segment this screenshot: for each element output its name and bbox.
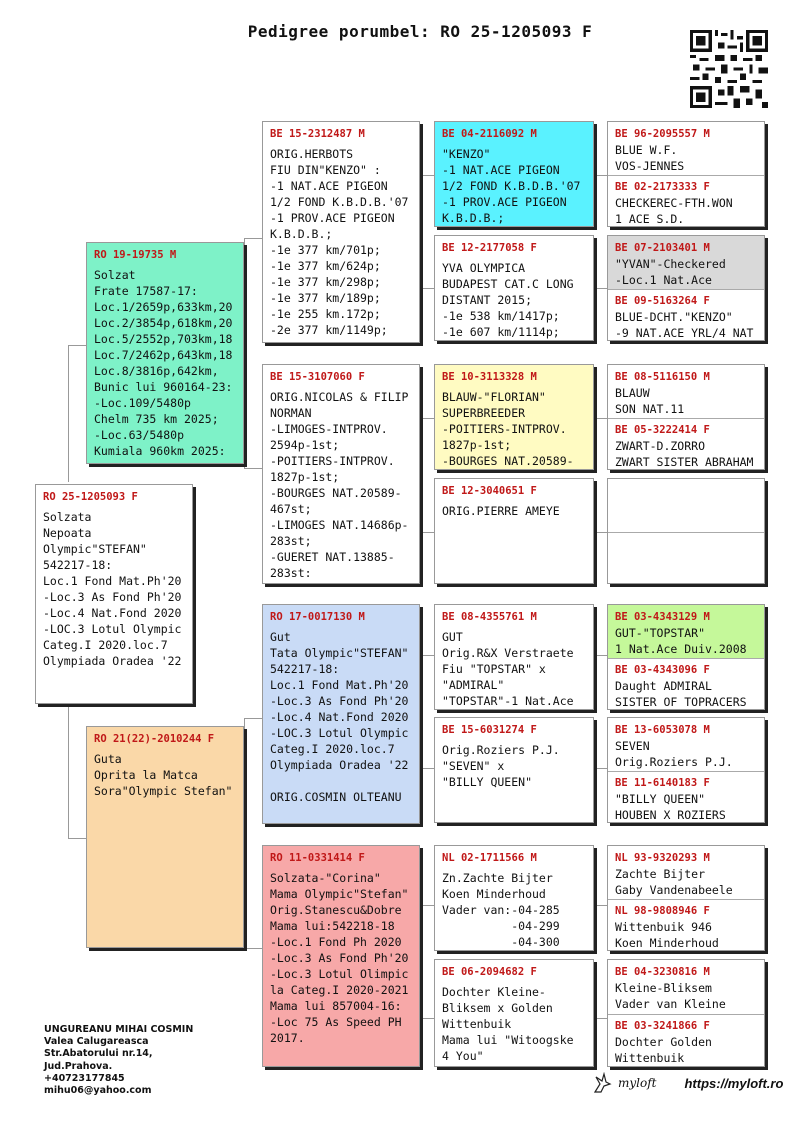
pigeon-notes: Solzat Frate 17587-17: Loc.1/2659p,633km,20 Loc.2/3854p,618km,20 Loc.5/2552p,703km,18 Loc.7/2462p,643km,18 Loc.8/3816p,642km, Bunic lui 960164-23: -Loc.109/5480p Chelm 735 km 2025; -Loc.63/5480p Kumiala 960km 2025: (94, 268, 233, 458)
pigeon-notes: Orig.Roziers P.J. "SEVEN" x "BILLY QUEEN" (442, 743, 560, 789)
gen5-pair-card[interactable] (607, 121, 765, 227)
pigeon-notes: Guta Oprita la Matca Sora"Olympic Stefan" (94, 752, 233, 798)
pigeon-notes: ZWART-D.ZORRO ZWART SISTER ABRAHAM (615, 439, 754, 469)
pigeon-notes: ORIG.HERBOTS FIU DIN"KENZO" : -1 NAT.ACE PIGEON 1/2 FOND K.B.D.B.'07 -1 PROV.ACE PIGEON K.B.D.B.; -1e 377 km/701p; -1e 377 km/624p; -1e 377 km/298p; -1e 377 km/189p; -1e 255 km.172p; -2e 377 km/1149p; (270, 147, 409, 337)
owner-address-line: Valea Calugareasca (44, 1036, 149, 1048)
dam-sire-dam-card[interactable] (434, 717, 594, 823)
ring-number: BE 05-3222414 F (615, 424, 710, 436)
ring-number: BE 09-5163264 F (615, 295, 710, 307)
dam-dam-card[interactable] (262, 845, 420, 1067)
pigeon-notes: Solzata Nepoata Olympic"STEFAN" 542217-18: Loc.1 Fond Mat.Ph'20 -Loc.3 As Fond Ph'20 -Loc.4 Nat.Fond 2020 -LOC.3 Lotul Olympic Categ.I 2020.loc.7 Olympiada Oradea '22 (43, 510, 182, 668)
pigeon-notes (608, 485, 764, 491)
qr-code[interactable] (690, 30, 768, 108)
pigeon-notes: BLAUW-"FLORIAN" SUPERBREEDER -POITIERS-INTPROV. 1827p-1st; -BOURGES NAT.20589- (442, 390, 574, 468)
subject-pigeon-card[interactable] (35, 484, 193, 704)
sire-sire-sire-card[interactable] (434, 121, 594, 227)
sire-dam-card[interactable] (262, 364, 420, 584)
pigeon-notes: GUT Orig.R&X Verstraete Fiu "TOPSTAR" x "ADMIRAL" "TOPSTAR"-1 Nat.Ace (442, 630, 574, 708)
gen5-pair-card[interactable] (607, 717, 765, 823)
dam-dam-sire-card[interactable] (434, 845, 594, 951)
dam-dam-dam-card[interactable] (434, 959, 594, 1067)
ring-number: BE 10-3113328 M (442, 371, 537, 383)
ring-number: BE 03-4343129 M (615, 611, 710, 623)
dam-card[interactable] (86, 726, 244, 948)
pigeon-notes: "KENZO" -1 NAT.ACE PIGEON 1/2 FOND K.B.D.B.'07 -1 PROV.ACE PIGEON K.B.D.B.; (442, 147, 581, 225)
pigeon-notes: Dochter Golden Wittenbuik (615, 1035, 712, 1065)
pigeon-notes: ORIG.NICOLAS & FILIP NORMAN -LIMOGES-INTPROV. 2594p-1st; -POITIERS-INTPROV. 1827p-1st; -BOURGES NAT.20589- 467st; -LIMOGES NAT.14686p- 283st; -GUERET NAT.13885- 283st: (270, 390, 409, 580)
ring-number: BE 02-2173333 F (615, 181, 710, 193)
gen5-pair-card[interactable] (607, 959, 765, 1067)
ring-number: BE 06-2094682 F (442, 966, 537, 978)
ring-number: RO 19-19735 M (94, 249, 177, 261)
ring-number: BE 04-3230816 M (615, 966, 710, 978)
pigeon-notes (608, 538, 764, 544)
ring-number: BE 12-2177058 F (442, 242, 537, 254)
sire-card[interactable] (86, 242, 244, 464)
page-title: Pedigree porumbel: RO 25-1205093 F (247, 22, 593, 41)
pigeon-notes: BLAUW SON NAT.11 (615, 386, 685, 416)
owner-address-line: Str.Abatorului nr.14, (44, 1048, 153, 1060)
ring-number: BE 03-4343096 F (615, 664, 710, 676)
ring-number: BE 96-2095557 M (615, 128, 710, 140)
owner-contact (44, 1024, 193, 1097)
ring-number: BE 15-3107060 F (270, 371, 365, 383)
dam-sire-card[interactable] (262, 604, 420, 824)
ring-number: BE 15-6031274 F (442, 724, 537, 736)
sire-sire-dam-card[interactable] (434, 235, 594, 341)
ring-number: BE 13-6053078 M (615, 724, 710, 736)
pigeon-notes: Gut Tata Olympic"STEFAN" 542217-18: Loc.1 Fond Mat.Ph'20 -Loc.3 As Fond Ph'20 -Loc.4 Nat.Fond 2020 -LOC.3 Lotul Olympic Categ.I 2020.loc.7 Olympiada Oradea '22 ORIG.COSMIN OLTEANU (270, 630, 409, 804)
owner-phone[interactable]: +40723177845 (44, 1072, 125, 1084)
ring-number: BE 07-2103401 M (615, 242, 710, 254)
ring-number: BE 08-4355761 M (442, 611, 537, 623)
owner-email[interactable]: mihu06@yahoo.com (44, 1085, 152, 1097)
pigeon-notes: CHECKEREC-FTH.WON 1 ACE S.D. (615, 196, 733, 226)
dam-sire-sire-card[interactable] (434, 604, 594, 710)
pigeon-notes: Wittenbuik 946 Koen Minderhoud (615, 920, 719, 950)
ring-number: BE 03-3241866 F (615, 1020, 710, 1032)
ring-number: NL 93-9320293 M (615, 852, 710, 864)
brand-footer (592, 1072, 783, 1094)
ring-number: NL 02-1711566 M (442, 852, 537, 864)
website-link[interactable]: https://myloft.ro (684, 1075, 784, 1091)
pigeon-notes: "YVAN"-Checkered -Loc.1 Nat.Ace (615, 257, 726, 287)
ring-number: BE 12-3040651 F (442, 485, 537, 497)
gen5-pair-card-empty[interactable] (607, 478, 765, 584)
pigeon-logo-icon (592, 1072, 612, 1094)
ring-number: RO 21(22)-2010244 F (94, 733, 215, 745)
pigeon-notes: Zn.Zachte Bijter Koen Minderhoud Vader van:-04-285 -04-299 -04-300 (442, 871, 560, 949)
pigeon-notes: ORIG.PIERRE AMEYE (442, 504, 560, 518)
pigeon-notes: Kleine-Bliksem Vader van Kleine (615, 981, 726, 1011)
pigeon-notes: SEVEN Orig.Roziers P.J. (615, 739, 733, 769)
pigeon-notes: BLUE-DCHT."KENZO" -9 NAT.ACE YRL/4 NAT (615, 310, 754, 340)
owner-address-line: Jud.Prahova. (44, 1060, 113, 1072)
ring-number: BE 11-6140183 F (615, 777, 710, 789)
pigeon-notes: "BILLY QUEEN" HOUBEN X ROZIERS (615, 792, 726, 822)
pigeon-notes: Dochter Kleine- Bliksem x Golden Wittenbuik Mama lui "Witoogske 4 You" (442, 985, 574, 1063)
pigeon-notes: Solzata-"Corina" Mama Olympic"Stefan" Orig.Stanescu&Dobre Mama lui:542218-18 -Loc.1 Fond Ph 2020 -Loc.3 As Fond Ph'20 -Loc.3 Lotul Olimpic la Categ.I 2020-2021 Mama lui 857004-16: -Loc 75 As Speed PH 2017. (270, 871, 409, 1045)
sire-dam-dam-card[interactable] (434, 478, 594, 584)
gen5-pair-card[interactable] (607, 845, 765, 951)
ring-number: BE 04-2116092 M (442, 128, 537, 140)
pigeon-notes: Zachte Bijter Gaby Vandenabeele (615, 867, 733, 897)
ring-number: NL 98-9808946 F (615, 905, 710, 917)
sire-dam-sire-card[interactable] (434, 364, 594, 470)
gen5-pair-card[interactable] (607, 364, 765, 470)
pigeon-notes: YVA OLYMPICA BUDAPEST CAT.C LONG DISTANT 2015; -1e 538 km/1417p; -1e 607 km/1114p; (442, 261, 574, 339)
owner-name: UNGUREANU MIHAI COSMIN (44, 1024, 194, 1035)
ring-number: RO 11-0331414 F (270, 852, 365, 864)
ring-number: RO 17-0017130 M (270, 611, 365, 623)
pigeon-notes: BLUE W.F. VOS-JENNES (615, 143, 685, 173)
ring-number: BE 08-5116150 M (615, 371, 710, 383)
ring-number: BE 15-2312487 M (270, 128, 365, 140)
sire-sire-card[interactable] (262, 121, 420, 343)
brand-logo: myloft (618, 1076, 657, 1090)
pigeon-notes: GUT-"TOPSTAR" 1 Nat.Ace Duiv.2008 (615, 626, 747, 656)
ring-number: RO 25-1205093 F (43, 491, 138, 503)
gen5-pair-card[interactable] (607, 235, 765, 341)
pigeon-notes: Daught ADMIRAL SISTER OF TOPRACERS (615, 679, 747, 709)
gen5-pair-card[interactable] (607, 604, 765, 710)
